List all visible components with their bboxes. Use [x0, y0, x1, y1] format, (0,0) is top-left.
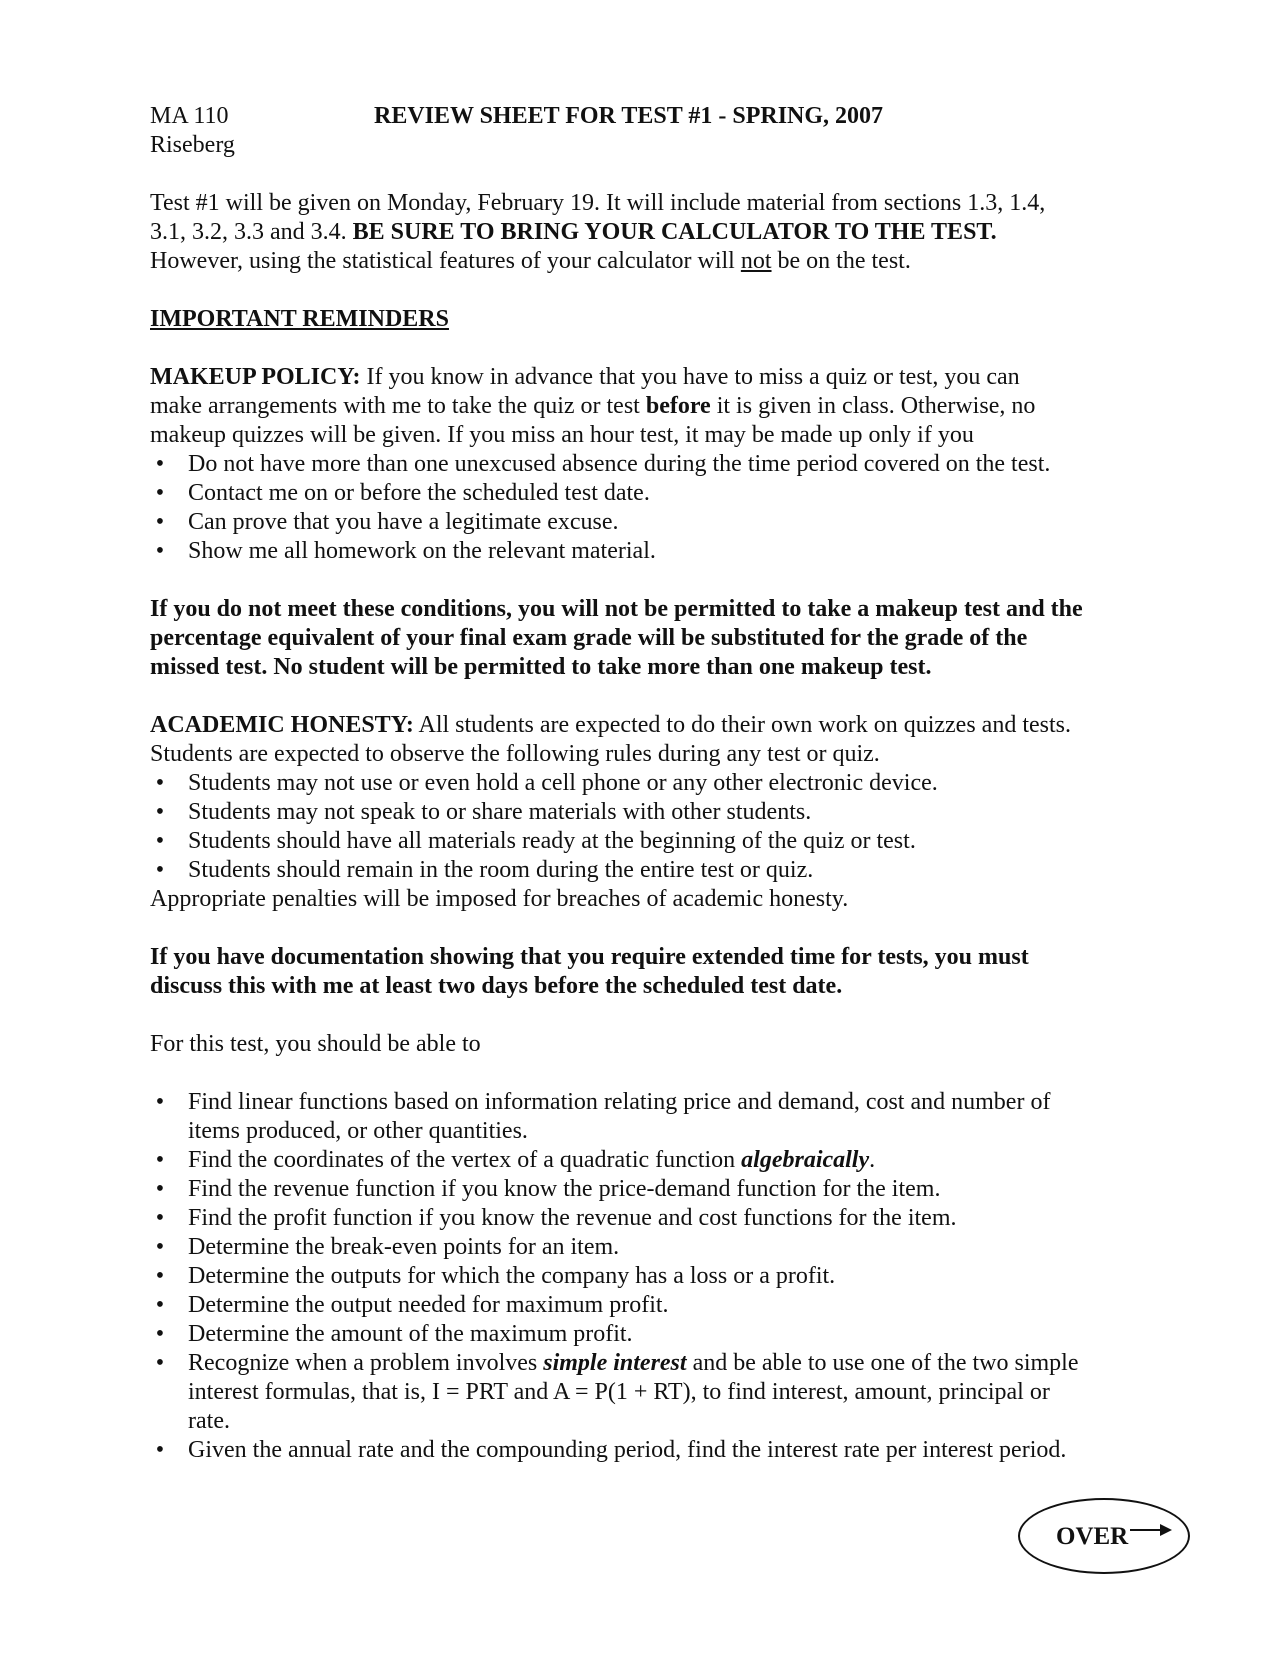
list-item: • Students may not use or even hold a cell phone or any other electronic device. — [155, 770, 938, 796]
list-item: • Show me all homework on the relevant material. — [155, 538, 656, 564]
list-item: • Contact me on or before the scheduled test date. — [155, 480, 650, 506]
conditions-warning: If you do not meet these conditions, you will not be permitted to take a makeup test and the percentage equivalent of your final exam grade will be substituted for the grade of the missed test. No student will be permitted to take more than one makeup test. — [150, 596, 1083, 680]
list-item: • Determine the outputs for which the company has a loss or a profit. — [155, 1263, 836, 1289]
honesty-line-2: Students are expected to observe the following rules during any test or quiz. — [150, 741, 880, 767]
makeup-conditions-list — [150, 450, 1150, 566]
objectives-list — [150, 1088, 1150, 1465]
list-item: • Find linear functions based on information relating price and demand, cost and number of items produced, or other quantities. — [155, 1089, 1051, 1144]
intro-line-2: 3.1, 3.2, 3.3 and 3.4. BE SURE TO BRING YOUR CALCULATOR TO THE TEST. — [150, 219, 997, 245]
makeup-policy — [150, 363, 1150, 566]
calculator-reminder: BE SURE TO BRING YOUR CALCULATOR TO THE TEST. — [352, 219, 997, 245]
intro-line-1: Test #1 will be given on Monday, February 19. It will include material from sections 1.3, 1.4, — [150, 190, 1046, 216]
list-item: • Given the annual rate and the compounding period, find the interest rate per interest period. — [155, 1437, 1067, 1463]
extended-time-notice: If you have documentation showing that you require extended time for tests, you must discuss this with me at least two days before the scheduled test date. — [150, 944, 1029, 999]
list-item: • Determine the break-even points for an item. — [155, 1234, 620, 1260]
list-item: • Find the revenue function if you know the price-demand function for the item. — [155, 1176, 941, 1202]
document-title: REVIEW SHEET FOR TEST #1 - SPRING, 2007 — [374, 103, 884, 129]
list-item: • Find the profit function if you know the revenue and cost functions for the item. — [155, 1205, 957, 1231]
list-item: • Can prove that you have a legitimate excuse. — [155, 509, 619, 535]
over-label: OVER — [1056, 1523, 1129, 1550]
header-row — [150, 102, 1150, 131]
list-item: • Determine the amount of the maximum profit. — [155, 1321, 633, 1347]
honesty-rules-list — [150, 769, 1150, 885]
honesty-line-1: ACADEMIC HONESTY: All students are expected to do their own work on quizzes and tests. — [150, 712, 1071, 738]
makeup-line-2: make arrangements with me to take the quiz or test before it is given in class. Otherwise, no — [150, 393, 1036, 419]
list-item: • Recognize when a problem involves simple interest and be able to use one of the two simple interest formulas, that is, I = PRT and A = P(1 + RT), to find interest, amount, principal or rate. — [155, 1350, 1079, 1434]
list-item: • Students should remain in the room during the entire test or quiz. — [155, 857, 814, 883]
reminders-heading: IMPORTANT REMINDERS — [150, 306, 449, 332]
document-page — [150, 102, 1150, 1465]
course-code: MA 110 — [150, 103, 229, 129]
makeup-line-3: makeup quizzes will be given. If you miss an hour test, it may be made up only if you — [150, 422, 974, 448]
list-item: • Students may not speak to or share materials with other students. — [155, 799, 812, 825]
list-item: • Students should have all materials ready at the beginning of the quiz or test. — [155, 828, 916, 854]
academic-honesty — [150, 711, 1150, 914]
makeup-label: MAKEUP POLICY: — [150, 364, 361, 390]
objectives-intro: For this test, you should be able to — [150, 1031, 481, 1057]
list-item: • Find the coordinates of the vertex of a quadratic function algebraically. — [155, 1147, 876, 1173]
list-item: • Determine the output needed for maximum profit. — [155, 1292, 669, 1318]
arrow-right-icon — [1130, 1520, 1174, 1540]
intro-paragraph — [150, 189, 1150, 276]
list-item: • Do not have more than one unexcused absence during the time period covered on the test. — [155, 451, 1051, 477]
intro-line-3: However, using the statistical features of your calculator will not be on the test. — [150, 248, 911, 274]
honesty-closing: Appropriate penalties will be imposed for breaches of academic honesty. — [150, 886, 849, 912]
instructor-name: Riseberg — [150, 132, 235, 158]
makeup-line-1: MAKEUP POLICY: If you know in advance that you have to miss a quiz or test, you can — [150, 364, 1020, 390]
over-badge — [1018, 1498, 1190, 1574]
honesty-label: ACADEMIC HONESTY: — [150, 712, 414, 738]
